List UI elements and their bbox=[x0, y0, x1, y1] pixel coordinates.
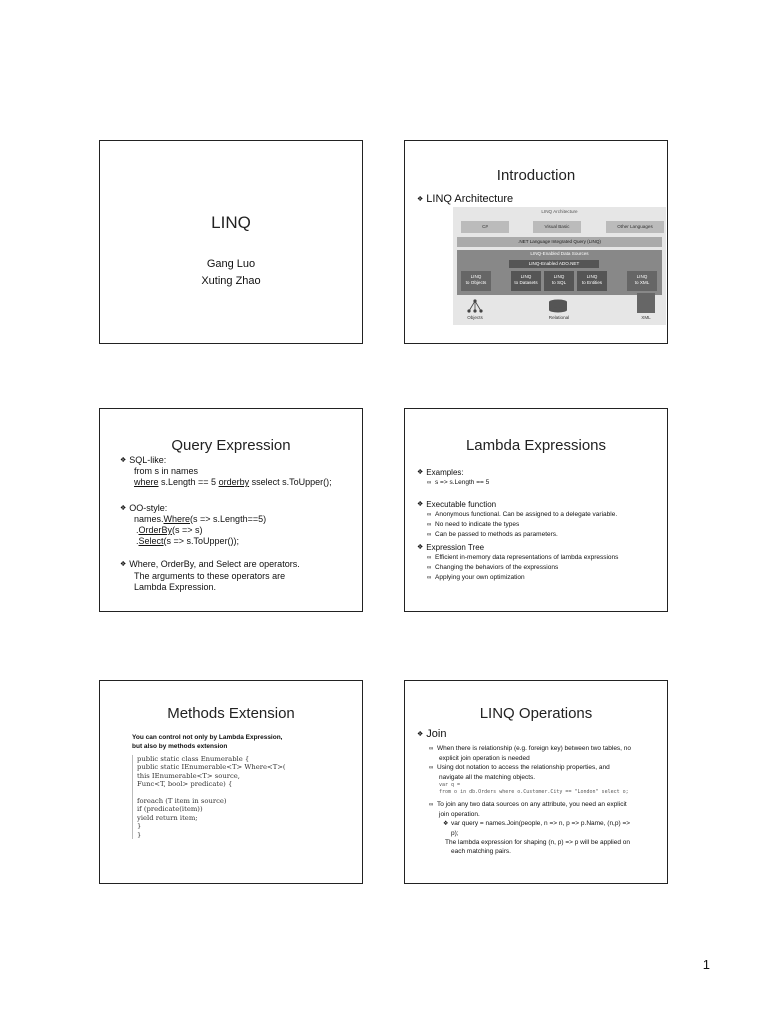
diamond-bullet-icon: ❖ bbox=[417, 196, 424, 203]
bullet-executable: ❖ Executable function ∞ Anonymous functional. Can be assigned to a delegate variable. ∞ No need to indicate the types ∞ Can be passed to methods as parameters. bbox=[417, 500, 618, 538]
database-icon bbox=[546, 299, 570, 313]
adonet-box: LINQ-Enabled ADO.NET bbox=[509, 260, 599, 268]
lang-vb: Visual Basic bbox=[533, 221, 581, 233]
diamond-bullet-icon: ❖ bbox=[417, 501, 424, 508]
slide-title: Methods Extension bbox=[167, 705, 295, 722]
join-query: ❖ var query = names.Join(people, n => n, p => p.Name, (n,p) => p); bbox=[443, 820, 631, 837]
bullet-join: ❖ Join bbox=[417, 728, 447, 740]
sub-bullet-icon: ∞ bbox=[429, 765, 434, 771]
slide-title: Introduction bbox=[496, 167, 576, 184]
provider-datasets: LINQ to Datasets bbox=[511, 271, 541, 291]
join-item-3: ∞ To join any two data sources on any attribute, you need an explicit join operation. bbox=[429, 801, 627, 818]
label-objects: Objects bbox=[467, 315, 483, 320]
code-block bbox=[132, 755, 287, 839]
provider-sql: LINQ to SQL bbox=[544, 271, 574, 291]
bullet-expression-tree: ❖ Expression Tree ∞ Efficient in-memory data representations of lambda expressions ∞ Changing the behaviors of the expressions ∞ Applying your own optimization bbox=[417, 543, 619, 581]
code-line: this IEnumerable<T> source, bbox=[137, 771, 240, 780]
author-2: Xuting Zhao bbox=[201, 275, 261, 287]
example-1: ∞ s => s.Length == 5 bbox=[427, 479, 490, 486]
code-line: if (predicate(item)) bbox=[137, 805, 203, 814]
lang-csharp: C# bbox=[461, 221, 509, 233]
sql-line-1: from s in names bbox=[134, 466, 199, 476]
join-item-2: ∞ Using dot notation to access the relationship properties, and navigate all the matching objects. bbox=[429, 764, 610, 781]
diamond-bullet-icon: ❖ bbox=[120, 505, 127, 512]
diamond-bullet-icon: ❖ bbox=[417, 731, 424, 738]
code-line: public static IEnumerable<T> Where<T>( bbox=[137, 763, 286, 772]
bullet-oo-style: ❖ OO-style: names.Where(s => s.Length==5) .OrderBy(s => s) .Select(s => s.ToUpper()); bbox=[120, 503, 267, 546]
linq-integrated-bar: .NET Language Integrated Query (LINQ) bbox=[457, 237, 662, 247]
sub-bullet-icon: ∞ bbox=[429, 746, 434, 752]
provider-entities: LINQ to Entities bbox=[577, 271, 607, 291]
objects-graph-icon bbox=[465, 299, 485, 313]
code-line: yield return item; bbox=[137, 813, 198, 822]
slide-lambda-expressions bbox=[404, 408, 668, 612]
tree-item: ∞ Efficient in-memory data representations of lambda expressions bbox=[427, 554, 619, 561]
code-line bbox=[137, 789, 287, 797]
slide-title: Lambda Expressions bbox=[465, 437, 607, 454]
code-line: foreach (T item in source) bbox=[137, 797, 227, 806]
sources-label: LINQ-Enabled Data Sources bbox=[530, 251, 589, 256]
slide-introduction bbox=[404, 140, 668, 344]
page-number: 1 bbox=[702, 957, 710, 972]
slide-methods-extension bbox=[99, 680, 363, 884]
tree-item: ∞ Applying your own optimization bbox=[427, 574, 525, 581]
tree-item: ∞ Changing the behaviors of the expressions bbox=[427, 564, 559, 571]
lang-other: Other Languages bbox=[606, 221, 664, 233]
exec-item: ∞ Can be passed to methods as parameters. bbox=[427, 531, 558, 538]
slide-title: Query Expression bbox=[171, 437, 291, 454]
diamond-bullet-icon: ❖ bbox=[120, 457, 127, 464]
label-xml: XML bbox=[641, 315, 651, 320]
label-relational: Relational bbox=[548, 315, 570, 320]
diamond-bullet-icon: ❖ bbox=[120, 561, 127, 568]
sub-bullet-icon: ∞ bbox=[427, 575, 432, 581]
provider-xml: LINQ to XML bbox=[627, 271, 657, 291]
exec-item: ∞ No need to indicate the types bbox=[427, 521, 520, 528]
code-line: Func<T, bool> predicate) { bbox=[137, 780, 233, 789]
sql-line-2: where s.Length == 5 orderby sselect s.ToUpper(); bbox=[134, 477, 332, 487]
diamond-bullet-icon: ❖ bbox=[417, 544, 424, 551]
architecture-diagram bbox=[453, 207, 666, 325]
author-1: Gang Luo bbox=[206, 258, 256, 270]
bullet-operators: ❖ Where, OrderBy, and Select are operators. The arguments to these operators are Lambda Expression. bbox=[120, 559, 300, 592]
xml-document-icon bbox=[637, 293, 655, 313]
provider-objects: LINQ to Objects bbox=[461, 271, 491, 291]
join-code: var q = from o in db.Orders where o.Customer.City == "London" select o; bbox=[439, 782, 629, 795]
slide-title: LINQ Operations bbox=[479, 705, 593, 722]
code-line: } bbox=[137, 822, 142, 831]
join-note: The lambda expression for shaping (n, p) => p will be applied on each matching pairs. bbox=[445, 839, 630, 855]
code-line: } bbox=[137, 830, 142, 839]
exec-item: ∞ Anonymous functional. Can be assigned to a delegate variable. bbox=[427, 511, 618, 518]
slide-title: LINQ bbox=[211, 213, 251, 232]
bullet-linq-architecture: ❖ LINQ Architecture bbox=[417, 193, 514, 205]
diamond-bullet-icon: ❖ bbox=[417, 469, 424, 476]
join-item-1: ∞ When there is relationship (e.g. foreign key) between two tables, no explicit join operation is needed bbox=[429, 745, 632, 762]
bullet-examples: ❖ Examples: ∞ s => s.Length == 5 bbox=[417, 468, 490, 486]
sub-bullet-icon: ∞ bbox=[429, 802, 434, 808]
slide-query-expression bbox=[99, 408, 363, 612]
oo-line-3: .Select(s => s.ToUpper()); bbox=[136, 536, 240, 546]
sub-bullet-icon: ❖ bbox=[443, 821, 449, 827]
slide-linq-operations bbox=[404, 680, 668, 884]
oo-line-1: names.Where(s => s.Length==5) bbox=[134, 514, 267, 524]
sub-bullet-icon: ∞ bbox=[427, 522, 432, 528]
diagram-caption: LINQ Architecture bbox=[541, 209, 578, 214]
slide-linq-title bbox=[99, 140, 363, 344]
sub-bullet-icon: ∞ bbox=[427, 555, 432, 561]
bullet-sql-like: ❖ SQL-like: from s in names where s.Length == 5 orderby sselect s.ToUpper(); bbox=[120, 455, 332, 487]
code-line: public static class Enumerable { bbox=[137, 755, 250, 763]
sub-bullet-icon: ∞ bbox=[427, 480, 432, 486]
oo-line-2: .OrderBy(s => s) bbox=[136, 525, 203, 535]
sub-bullet-icon: ∞ bbox=[427, 532, 432, 538]
sub-bullet-icon: ∞ bbox=[427, 512, 432, 518]
intro-text: You can control not only by Lambda Expression, but also by methods extension bbox=[132, 734, 283, 750]
sub-bullet-icon: ∞ bbox=[427, 565, 432, 571]
